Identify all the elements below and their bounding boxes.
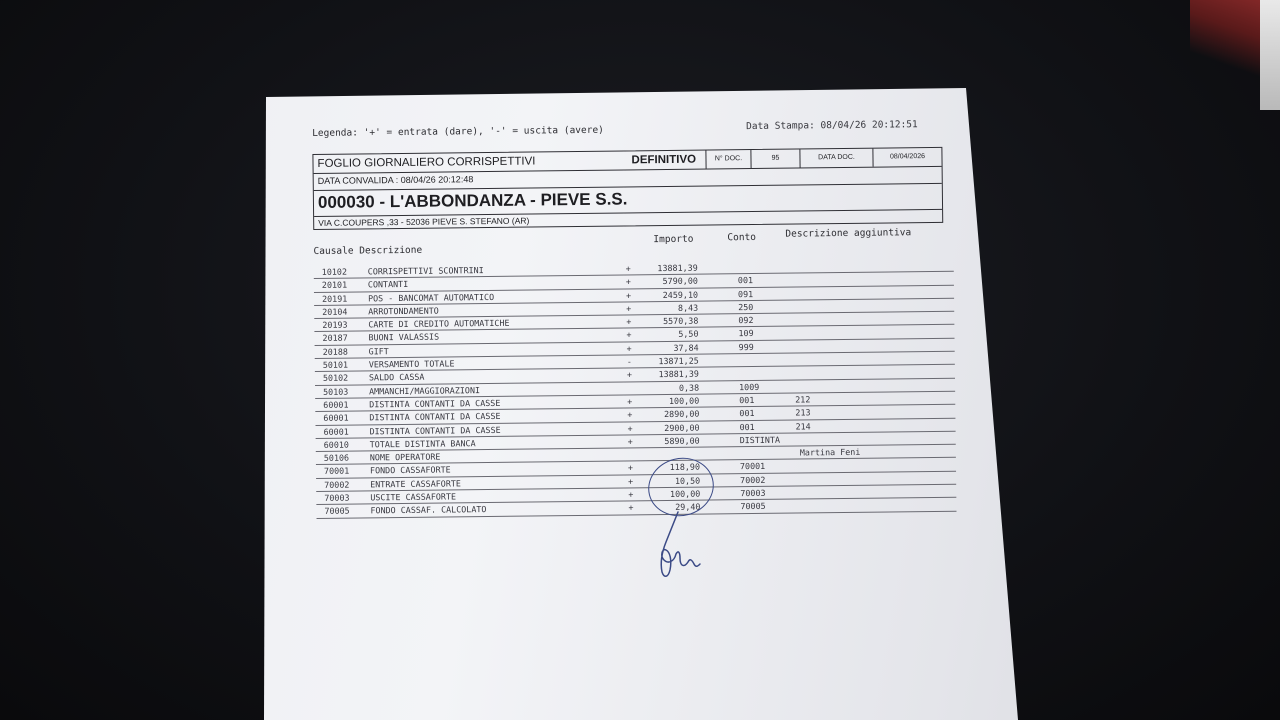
row-amount: 2459,10 bbox=[662, 289, 699, 300]
store-address: VIA C.COUPERS ,33 - 52036 PIEVE S. STEFANO (AR) bbox=[318, 215, 530, 228]
row-description: FONDO CASSAFORTE bbox=[369, 464, 451, 476]
validation-date: DATA CONVALIDA : 08/04/26 20:12:48 bbox=[314, 167, 942, 191]
row-amount: 100,00 bbox=[669, 488, 701, 500]
row-description: DISTINTA CONTANTI DA CASSE bbox=[369, 397, 501, 410]
row-code: 20187 bbox=[322, 333, 348, 344]
row-extra-description: 213 bbox=[795, 407, 811, 418]
row-description: NOME OPERATORE bbox=[369, 451, 441, 463]
row-description: CARTE DI CREDITO AUTOMATICHE bbox=[368, 317, 510, 330]
legend-text: Legenda: '+' = entrata (dare), '-' = uscita (avere) bbox=[312, 124, 604, 139]
row-extra-description: 214 bbox=[795, 420, 811, 432]
row-account: 092 bbox=[738, 315, 754, 326]
row-amount: 37,84 bbox=[673, 342, 699, 353]
row-description: ENTRATE CASSAFORTE bbox=[370, 478, 461, 490]
row-sign: + bbox=[627, 422, 633, 434]
row-amount: 2890,00 bbox=[664, 408, 700, 420]
doc-number-label: N° DOC. bbox=[706, 150, 751, 169]
row-amount: 29,40 bbox=[675, 501, 701, 513]
row-code: 10102 bbox=[321, 266, 348, 277]
row-extra-description: Martina Feni bbox=[799, 446, 861, 458]
row-code: 50103 bbox=[323, 386, 349, 397]
row-account: 109 bbox=[738, 328, 754, 339]
row-sign: - bbox=[626, 356, 632, 367]
row-sign: + bbox=[627, 409, 633, 420]
row-code: 60010 bbox=[323, 439, 349, 450]
row-account: 70003 bbox=[740, 487, 766, 499]
row-description: VERSAMENTO TOTALE bbox=[368, 358, 455, 370]
document-header-box bbox=[312, 147, 943, 230]
row-code: 50102 bbox=[322, 372, 349, 384]
row-account: 001 bbox=[739, 394, 755, 406]
row-account: 001 bbox=[739, 421, 755, 432]
row-code: 20193 bbox=[322, 319, 348, 331]
row-amount: 13871,25 bbox=[658, 355, 699, 367]
row-code: 20101 bbox=[321, 279, 348, 291]
document-title: FOGLIO GIORNALIERO CORRISPETTIVI bbox=[317, 155, 536, 170]
handwritten-signature bbox=[652, 508, 712, 584]
row-account: 250 bbox=[738, 301, 754, 313]
row-description: DISTINTA CONTANTI DA CASSE bbox=[369, 411, 501, 423]
column-header-conto: Conto bbox=[727, 231, 757, 244]
doc-date: 08/04/2026 bbox=[889, 153, 926, 161]
row-sign: + bbox=[627, 462, 634, 473]
row-code: 70001 bbox=[323, 466, 350, 477]
row-account: 70002 bbox=[740, 474, 766, 485]
row-account: 001 bbox=[739, 408, 755, 419]
row-description: CORRISPETTIVI SCONTRINI bbox=[367, 265, 484, 277]
row-code: 70002 bbox=[324, 479, 350, 490]
row-account: 001 bbox=[737, 275, 754, 286]
row-sign: + bbox=[626, 329, 632, 340]
row-extra-description: 212 bbox=[795, 394, 811, 405]
row-sign: + bbox=[626, 316, 632, 327]
row-code: 50101 bbox=[322, 359, 349, 370]
row-account: 1009 bbox=[739, 381, 760, 392]
row-code: 60001 bbox=[323, 412, 349, 424]
row-amount bbox=[634, 448, 700, 449]
row-sign: + bbox=[628, 502, 634, 513]
row-description: TOTALE DISTINTA BANCA bbox=[369, 438, 476, 450]
row-account: 999 bbox=[738, 341, 754, 352]
document-status: DEFINITIVO bbox=[631, 151, 706, 170]
row-code: 60001 bbox=[323, 426, 349, 437]
row-amount: 5570,38 bbox=[662, 315, 699, 327]
row-code: 20191 bbox=[321, 293, 348, 304]
row-account: 091 bbox=[737, 288, 754, 299]
column-header-causale: Causale Descrizione bbox=[313, 244, 423, 257]
doc-date-label: DATA DOC. bbox=[800, 149, 873, 168]
row-sign: + bbox=[626, 303, 632, 314]
row-description: POS - BANCOMAT AUTOMATICO bbox=[367, 291, 495, 303]
row-description: USCITE CASSAFORTE bbox=[370, 491, 457, 503]
row-sign: + bbox=[626, 369, 633, 380]
row-account: 70001 bbox=[739, 461, 766, 472]
row-code: 70003 bbox=[324, 492, 350, 503]
row-sign: + bbox=[625, 276, 631, 287]
row-amount: 100,00 bbox=[668, 395, 700, 406]
row-account: 70005 bbox=[740, 501, 766, 512]
document-content bbox=[312, 111, 957, 538]
row-description: FONDO CASSAF. CALCOLATO bbox=[370, 504, 487, 516]
row-amount: 5790,00 bbox=[662, 275, 698, 287]
row-description: GIFT bbox=[368, 345, 389, 357]
row-code: 50106 bbox=[323, 452, 350, 464]
row-description: BUONI VALASSIS bbox=[368, 332, 440, 343]
row-account: DISTINTA bbox=[739, 434, 781, 446]
row-description: AMMANCHI/MAGGIORAZIONI bbox=[369, 384, 481, 397]
row-sign: + bbox=[627, 396, 633, 407]
row-sign: + bbox=[627, 436, 633, 447]
store-name: 000030 - L'ABBONDANZA - PIEVE S.S. bbox=[314, 184, 942, 217]
row-description: CONTANTI bbox=[367, 279, 409, 290]
row-amount: 5,50 bbox=[678, 329, 699, 340]
row-sign: + bbox=[625, 289, 632, 301]
row-description: DISTINTA CONTANTI DA CASSE bbox=[369, 424, 501, 436]
row-description: ARROTONDAMENTO bbox=[368, 305, 439, 317]
doc-number: 95 bbox=[751, 149, 800, 168]
row-amount: 13881,39 bbox=[658, 369, 699, 380]
row-amount: 13881,39 bbox=[657, 262, 698, 274]
row-code: 20104 bbox=[322, 306, 348, 317]
row-amount: 8,43 bbox=[677, 302, 699, 313]
row-amount: 118,90 bbox=[669, 462, 701, 473]
row-amount: 5890,00 bbox=[664, 435, 700, 446]
column-header-extra: Descrizione aggiuntiva bbox=[785, 227, 912, 240]
row-sign: + bbox=[626, 343, 632, 354]
row-description: SALDO CASSA bbox=[368, 372, 425, 383]
row-sign: + bbox=[628, 489, 634, 500]
print-date: Data Stampa: 08/04/26 20:12:51 bbox=[746, 119, 918, 133]
row-code: 70005 bbox=[324, 505, 350, 517]
entries-table bbox=[314, 259, 957, 519]
row-amount: 2900,00 bbox=[664, 422, 700, 433]
row-sign: + bbox=[628, 476, 634, 487]
column-header-importo: Importo bbox=[653, 233, 694, 246]
background-corner-object bbox=[1260, 0, 1280, 110]
row-code: 20188 bbox=[322, 346, 348, 357]
row-code: 60001 bbox=[323, 399, 349, 410]
row-sign: + bbox=[625, 263, 631, 274]
row-amount: 10,50 bbox=[674, 475, 701, 486]
row-amount: 0,38 bbox=[678, 382, 700, 393]
